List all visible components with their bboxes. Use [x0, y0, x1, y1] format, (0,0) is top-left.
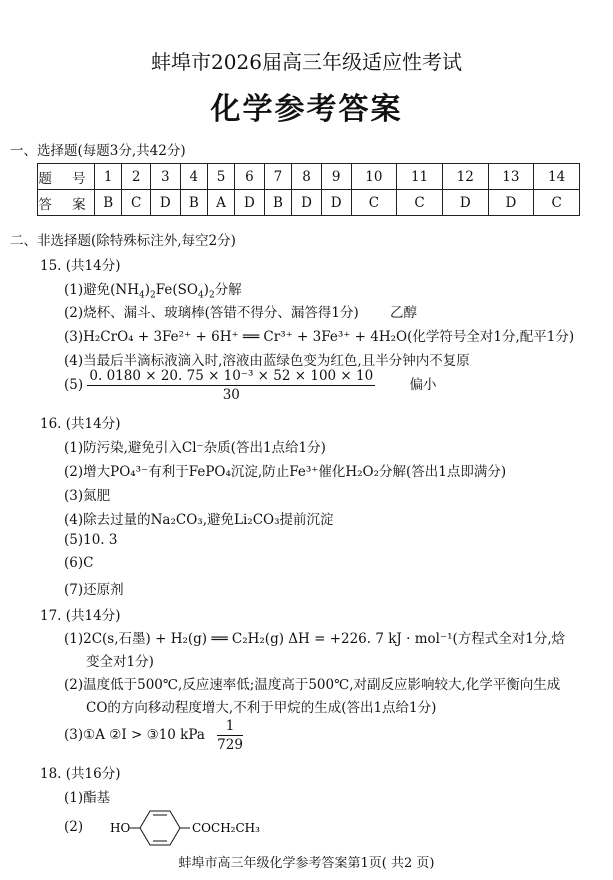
- row-label-numbers: 题 号: [38, 164, 95, 190]
- table-cell: B: [264, 190, 291, 216]
- doc-title: 化学参考答案: [210, 92, 403, 127]
- structure-left-group: HO: [110, 821, 131, 835]
- q15-answer-2-extra: 乙醇: [390, 305, 417, 321]
- table-cell: C: [122, 190, 150, 216]
- table-cell: D: [235, 190, 265, 216]
- q15-answer-5-extra: 偏小: [409, 377, 437, 393]
- table-cell: A: [208, 190, 235, 216]
- table-cell: 13: [488, 164, 534, 190]
- q17-answer-1-line2: 变全对1分): [86, 654, 154, 670]
- table-cell: 6: [235, 164, 265, 190]
- q15-answer-5: [64, 368, 437, 403]
- q16-answer-5: (5)10. 3: [64, 532, 118, 548]
- q15-answer-2: (2)烧杯、漏斗、玻璃棒(答错不得分、漏答得1分): [64, 305, 359, 321]
- row-label-answers: 答 案: [38, 190, 95, 216]
- q16-answer-3: (3)氮肥: [64, 488, 111, 504]
- fraction-denominator: 30: [222, 387, 240, 403]
- table-cell: 1: [95, 164, 122, 190]
- table-cell: D: [292, 190, 322, 216]
- table-cell: 9: [321, 164, 351, 190]
- table-cell: 2: [122, 164, 150, 190]
- q18-answer-1: (1)酯基: [64, 790, 111, 806]
- table-cell: 14: [534, 164, 580, 190]
- benzene-ring-icon: [110, 805, 290, 847]
- table-cell: B: [95, 190, 122, 216]
- q15-answer-3: (3)H₂CrO₄ + 3Fe²⁺ + 6H⁺ ══ Cr³⁺ + 3Fe³⁺ + 4H₂O(化学符号全对1分,配平1分): [64, 329, 575, 345]
- page-footer: 蚌埠市高三年级化学参考答案第1页( 共2 页): [178, 856, 435, 871]
- table-cell: 10: [351, 164, 397, 190]
- fraction-numerator: 0. 0180 × 20. 75 × 10⁻³ × 52 × 100 × 10: [89, 368, 374, 384]
- q16-answer-1: (1)防污染,避免引入Cl⁻杂质(答出1点给1分): [64, 440, 326, 456]
- chemical-structure: [110, 805, 290, 851]
- table-cell: D: [442, 190, 488, 216]
- answer-table: [37, 163, 580, 216]
- table-cell: D: [150, 190, 180, 216]
- table-cell: C: [351, 190, 397, 216]
- fraction-numerator: 1: [217, 718, 243, 736]
- table-cell: 4: [180, 164, 207, 190]
- table-row-numbers: [38, 164, 580, 190]
- table-cell: C: [397, 190, 443, 216]
- table-cell: 11: [397, 164, 443, 190]
- q17-title: 17. (共14分): [40, 608, 121, 624]
- exam-title: 蚌埠市2026届高三年级适应性考试: [151, 50, 462, 74]
- fraction: [217, 718, 243, 753]
- q15-title: 15. (共14分): [40, 258, 121, 274]
- q16-answer-6: (6)C: [64, 555, 94, 571]
- structure-right-group: COCH₂CH₃: [192, 821, 260, 835]
- q15-answer-5-prefix: (5): [64, 377, 84, 393]
- table-cell: C: [534, 190, 580, 216]
- table-cell: 5: [208, 164, 235, 190]
- q17-answer-1-line1: (1)2C(s,石墨) + H₂(g) ══ C₂H₂(g) ΔH = +226. 7 kJ · mol⁻¹(方程式全对1分,焓: [64, 631, 566, 647]
- table-cell: 12: [442, 164, 488, 190]
- table-cell: 3: [150, 164, 180, 190]
- q15-answer-1: (1)避免$(NH_4)_2Fe(SO_4)_2$分解: [64, 282, 242, 301]
- section2-heading: 二、非选择题(除特殊标注外,每空2分): [10, 233, 236, 249]
- q17-answer-3: [64, 718, 243, 753]
- q18-title: 18. (共16分): [40, 766, 121, 782]
- q16-answer-2: (2)增大PO₄³⁻有利于FePO₄沉淀,防止Fe³⁺催化H₂O₂分解(答出1点即满分): [64, 464, 507, 480]
- q16-answer-7: (7)还原剂: [64, 582, 124, 598]
- table-cell: B: [180, 190, 207, 216]
- table-row-answers: [38, 190, 580, 216]
- fraction-denominator: 729: [217, 737, 243, 753]
- section1-heading: 一、选择题(每题3分,共42分): [10, 143, 186, 159]
- table-cell: 8: [292, 164, 322, 190]
- q17-answer-3-prefix: (3)①A ②Ⅰ > ③10 kPa: [64, 727, 205, 743]
- fraction: [87, 368, 375, 403]
- q18-answer-2-prefix: (2): [64, 819, 84, 835]
- table-cell: D: [488, 190, 534, 216]
- q16-answer-4: (4)除去过量的Na₂CO₃,避免Li₂CO₃提前沉淀: [64, 512, 334, 528]
- table-cell: D: [321, 190, 351, 216]
- q17-answer-2-line1: (2)温度低于500℃,反应速率低;温度高于500℃,对副反应影响较大,化学平衡向生成: [64, 677, 561, 693]
- q16-title: 16. (共14分): [40, 416, 121, 432]
- q17-answer-2-line2: CO的方向移动程度增大,不利于甲烷的生成(答出1点给1分): [86, 700, 437, 716]
- q15-answer-4: (4)当最后半滴标液滴入时,溶液由蓝绿色变为红色,且半分钟内不复原: [64, 353, 470, 369]
- table-cell: 7: [264, 164, 291, 190]
